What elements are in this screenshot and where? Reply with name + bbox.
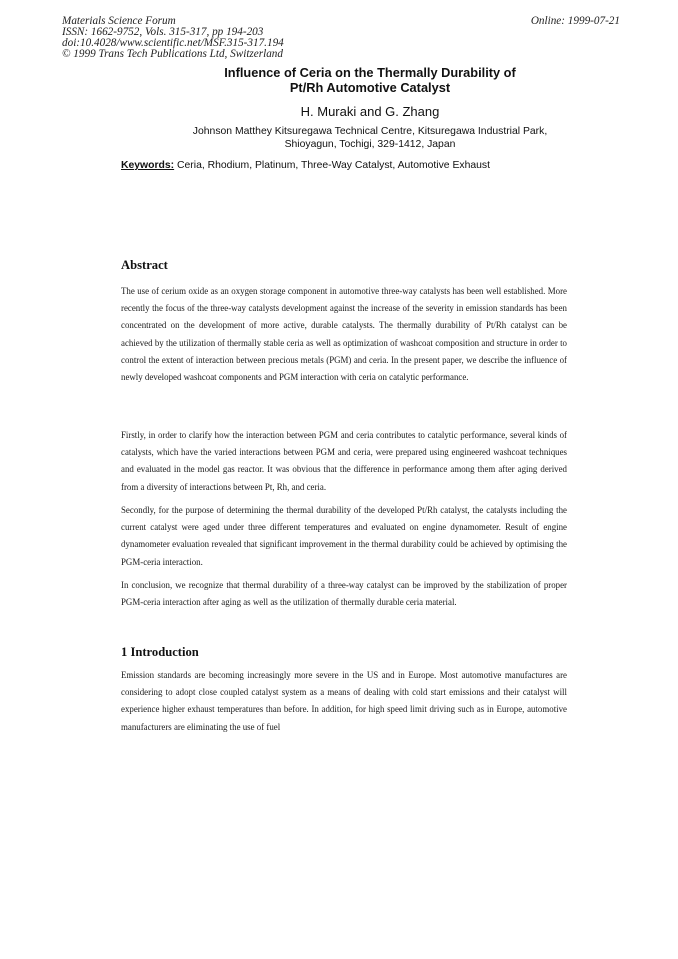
- journal-header: [62, 16, 284, 60]
- authors: H. Muraki and G. Zhang: [300, 104, 440, 119]
- abstract-paragraph-1: The use of cerium oxide as an oxygen storage component in automotive three-way catalysts has been well established. More recently the focus of the three-way catalysts development against the increase of the severity in emission standards has been concentrated on the development of more active, durable catalysts. The thermally durability of Pt/Rh catalyst can be achieved by the utilization of thermally stable ceria as well as optimization of washcoat composition and structure in order to control the extent of interaction between precious metals (PGM) and ceria. In the present paper, we describe the influence of newly developed washcoat components and PGM interaction with ceria on catalytic performance.: [121, 286, 567, 383]
- abstract-paragraph-3: Secondly, for the purpose of determining the thermal durability of the developed Pt/Rh catalyst, the catalysts including the current catalyst were aged under three different temperatures and evaluated on engine dynamometer. Result of engine dynamometer evaluation revealed that significant improvement in the thermal durability could be achieved by optimising the PGM-ceria interaction.: [121, 505, 567, 567]
- affiliation-line-2: Shioyagun, Tochigi, 329-1412, Japan: [284, 139, 456, 150]
- affiliation-line-1: Johnson Matthey Kitsuregawa Technical Centre, Kitsuregawa Industrial Park,: [192, 126, 548, 137]
- paper-title: [120, 65, 620, 95]
- journal-name: Materials Science Forum: [62, 15, 176, 27]
- abstract-heading: Abstract: [121, 258, 168, 272]
- doi-link[interactable]: doi:10.4028/www.scientific.net/MSF.315-317.194: [62, 37, 284, 49]
- issn-line: ISSN: 1662-9752, Vols. 315-317, pp 194-203: [62, 26, 264, 38]
- keywords-list: Ceria, Rhodium, Platinum, Three-Way Catalyst, Automotive Exhaust: [177, 160, 491, 171]
- title-line-2: Pt/Rh Automotive Catalyst: [289, 80, 451, 95]
- abstract-paragraph-2: Firstly, in order to clarify how the interaction between PGM and ceria contributes to catalytic performance, several kinds of catalysts, which have the varied interactions between PGM and ceria, were prepared using engineered washcoat techniques and evaluated in the model gas reactor. It was obvious that the difference in performance among them after aging derived from a diversity of interactions between Pt, Rh, and ceria.: [121, 430, 567, 492]
- introduction-paragraph: Emission standards are becoming increasingly more severe in the US and in Europe. Most automotive manufactures are considering to adopt close coupled catalyst system as a means of dealing with cold start emissions and their catalyst will experience higher exhaust temperatures than before. In addition, for high speed limit driving such as in Europe, automotive manufacturers are eliminating the use of fuel: [121, 670, 567, 732]
- copyright-line: © 1999 Trans Tech Publications Ltd, Switzerland: [62, 48, 283, 60]
- keywords: [121, 160, 490, 171]
- abstract-paragraph-4: In conclusion, we recognize that thermal durability of a three-way catalyst can be improved by the stabilization of proper PGM-ceria interaction after aging as well as the utilization of thermally durable ceria material.: [121, 580, 567, 608]
- online-date: Online: 1999-07-21: [530, 15, 620, 27]
- keywords-label: Keywords:: [121, 160, 175, 171]
- affiliation: [120, 125, 620, 151]
- title-line-1: Influence of Ceria on the Thermally Durability of: [224, 65, 516, 80]
- introduction-heading: 1 Introduction: [121, 645, 199, 659]
